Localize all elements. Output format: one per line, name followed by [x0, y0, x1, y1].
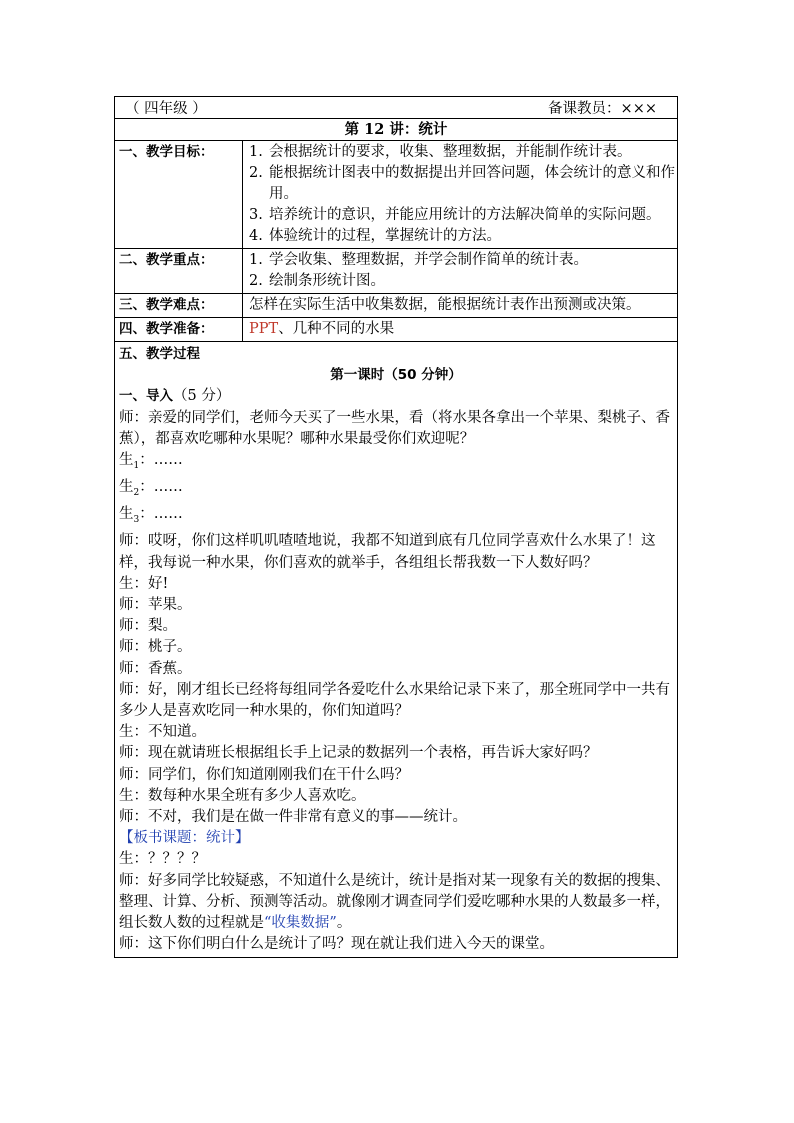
grade-label: （ 四年级 ） — [125, 101, 207, 117]
dialogue-line: 师：梨。 — [119, 618, 177, 635]
key-points-list — [243, 249, 677, 293]
key-points-row — [115, 249, 677, 294]
dialogue-line: 师：桃子。 — [119, 639, 192, 656]
header-row — [115, 97, 677, 119]
dialogue-line: 生：数每种水果全班有多少人喜欢吃。 — [119, 787, 366, 804]
dialogue-line: 生$_2$：…… — [119, 479, 183, 498]
preparation-row — [115, 318, 677, 342]
dialogue-line: 师：苹果。 — [119, 596, 192, 613]
difficulty-label: 三、教学难点： — [115, 294, 243, 317]
list-item: 3. 培养统计的意识，并能应用统计的方法解决简单的实际问题。 — [249, 207, 661, 223]
list-item: 1. 学会收集、整理数据，并学会制作简单的统计表。 — [249, 252, 588, 268]
teacher-label: 备课教员：××× — [548, 101, 657, 117]
list-item: 2. 绘制条形统计图。 — [249, 273, 385, 289]
list-item: 4. 体验统计的过程，掌握统计的方法。 — [249, 228, 501, 244]
dialogue-line: 生：不知道。 — [119, 724, 206, 741]
difficulty-text: 怎样在实际生活中收集数据，能根据统计表作出预测或决策。 — [249, 297, 641, 313]
preparation-label: 四、教学准备： — [115, 318, 243, 341]
intro-heading: 一、导入（5 分） — [119, 388, 231, 405]
dialogue-line: 师：亲爱的同学们，老师今天买了一些水果，看（将水果各拿出一个苹果、梨桃子、香蕉），都喜欢吃哪种水果呢？哪种水果最受你们欢迎呢？ — [119, 409, 670, 447]
dialogue-line: 师：哎呀，你们这样叽叽喳喳地说，我都不知道到底有几位同学喜欢什么水果了！这样，我每说一种水果，你们喜欢的就举手，各组组长帮我数一下人数好吗？ — [119, 533, 656, 571]
ppt-text: PPT — [249, 321, 279, 337]
dialogue-line: 师：不对，我们是在做一件非常有意义的事——统计。 — [119, 808, 467, 825]
list-item: 2. 能根据统计图表中的数据提出并回答问题，体会统计的意义和作用。 — [249, 165, 675, 202]
dialogue-line: 师：这下你们明白什么是统计了吗？现在就让我们进入今天的课堂。 — [119, 936, 554, 953]
dialogue-line: 生：好! — [119, 575, 169, 592]
list-item: 1. 会根据统计的要求，收集、整理数据，并能制作统计表。 — [249, 144, 632, 160]
objectives-label: 一、教学目标： — [115, 141, 243, 248]
dialogue-line: 师：同学们，你们知道刚刚我们在干什么吗？ — [119, 766, 409, 783]
key-points-label: 二、教学重点： — [115, 249, 243, 293]
fruit-text: 、几种不同的水果 — [278, 321, 395, 337]
dialogue-line: 生：？？？？ — [119, 851, 206, 868]
teaching-process — [115, 342, 677, 957]
board-topic: 【板书课题：统计】 — [119, 830, 250, 847]
dialogue-line: 师：香蕉。 — [119, 660, 192, 677]
dialogue-line: 师：好，刚才组长已经将每组同学各爱吃什么水果给记录下来了，那全班同学中一共有多少人是喜欢吃同一种水果的，你们知道吗？ — [119, 681, 670, 719]
lesson-plan-table — [114, 96, 678, 958]
objectives-list — [243, 141, 677, 248]
dialogue-line: 师：好多同学比较疑惑，不知道什么是统计，统计是指对某一现象有关的数据的搜集、整理、计算、分析、预测等活动。就像刚才调查同学们爱吃哪种水果的人数最多一样，组长数人数的过程就是“收集数据”。 — [119, 872, 670, 931]
session-heading: 第一课时（50 分钟） — [330, 367, 462, 384]
preparation-text — [243, 318, 677, 341]
lesson-title: 第 12 讲：统计 — [115, 119, 677, 141]
dialogue-line: 生$_1$：…… — [119, 452, 183, 471]
difficulty-row — [115, 294, 677, 318]
objectives-row — [115, 141, 677, 249]
dialogue-line: 师：现在就请班长根据组长手上记录的数据列一个表格，再告诉大家好吗？ — [119, 745, 598, 762]
dialogue-line: 生$_3$：…… — [119, 506, 183, 526]
process-heading: 五、教学过程 — [119, 346, 200, 362]
